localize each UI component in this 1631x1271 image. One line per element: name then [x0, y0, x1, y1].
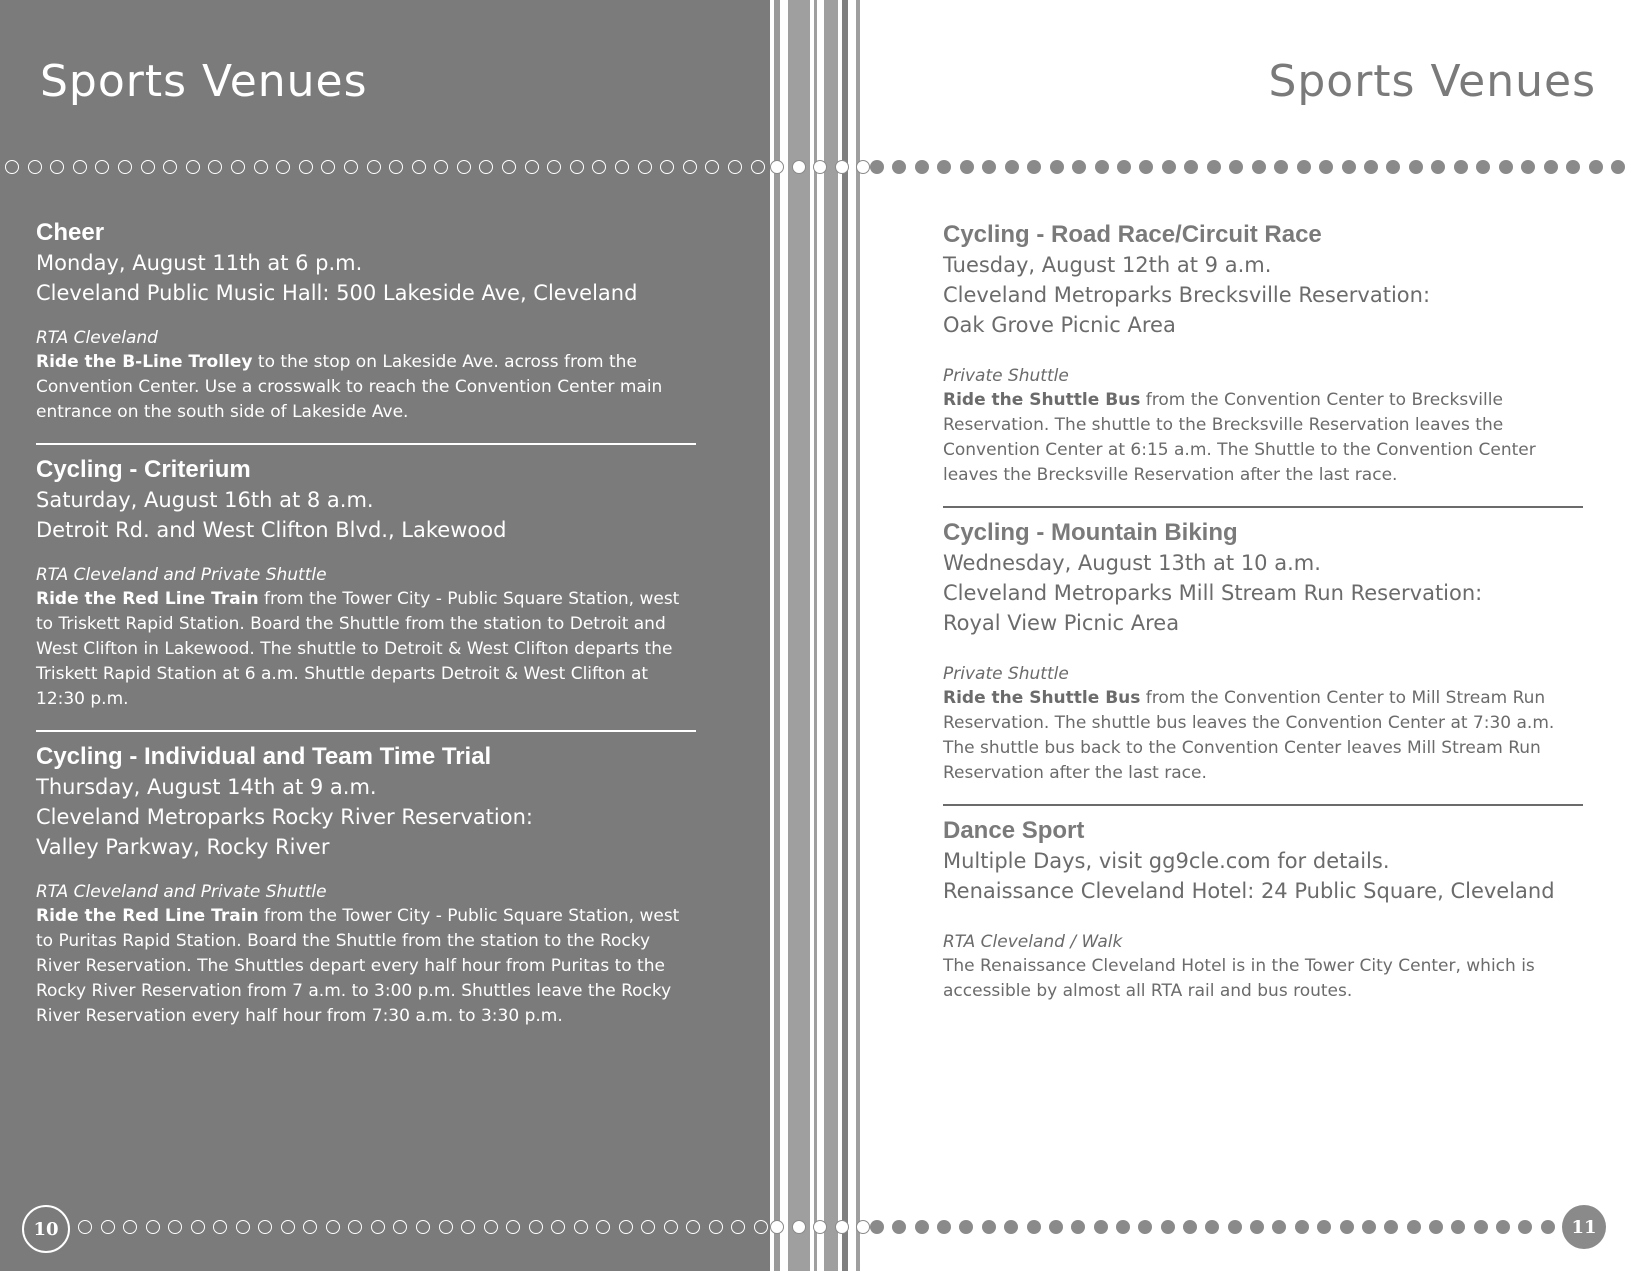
divider-dot	[1429, 1220, 1443, 1234]
divider-dot	[461, 1220, 475, 1234]
transit-highlight: Ride the Shuttle Bus	[943, 390, 1141, 410]
divider-dot	[1139, 160, 1153, 174]
divider-dot	[959, 1220, 973, 1234]
divider-dot	[502, 160, 516, 174]
divider-dot	[835, 160, 849, 174]
divider-dot	[348, 1220, 362, 1234]
venue-cycling-criterium	[36, 455, 696, 732]
page-number: 10	[22, 1205, 70, 1253]
divider-dot	[937, 160, 951, 174]
divider-dot	[1319, 160, 1333, 174]
divider-dot	[728, 160, 742, 174]
divider-dot	[892, 1220, 906, 1234]
divider-dot	[660, 160, 674, 174]
venue-date: Tuesday, August 12th at 9 a.m.	[943, 253, 1272, 277]
top-dot-divider	[870, 160, 1625, 174]
divider-dot	[367, 160, 381, 174]
divider-dot	[1027, 160, 1041, 174]
transit-description	[943, 686, 1583, 786]
venue-location: Renaissance Cleveland Hotel: 24 Public Square, Cleveland	[943, 879, 1555, 903]
venue-date: Monday, August 11th at 6 p.m.	[36, 251, 363, 275]
divider-dot	[813, 160, 827, 174]
gutter-dot-divider	[770, 1220, 870, 1234]
transit-mode: RTA Cleveland	[36, 328, 158, 348]
divider-dot	[574, 1220, 588, 1234]
venue-list	[36, 218, 696, 1057]
divider-dot	[1072, 160, 1086, 174]
divider-dot	[1205, 1220, 1219, 1234]
divider-dot	[186, 160, 200, 174]
divider-dot	[371, 1220, 385, 1234]
venue-location: Cleveland Public Music Hall: 500 Lakeside Ave, Cleveland	[36, 281, 638, 305]
divider-dot	[258, 1220, 272, 1234]
gutter-stripe	[842, 0, 848, 1271]
transit-text: from the Tower City - Public Square Station, west to Triskett Rapid Station. Board the Shuttle from the station to Detroit and West Clifton in Lakewood. The shuttle to Detroit & West Clifton departs the Triskett Rapid Station at 6 a.m. Shuttle departs Detroit & West Clifton at 12:30 p.m.	[36, 589, 680, 709]
divider-dot	[1407, 1220, 1421, 1234]
divider-dot	[1541, 1220, 1555, 1234]
divider-dot	[231, 160, 245, 174]
transit-highlight: Ride the B-Line Trolley	[36, 352, 253, 372]
venue-date: Thursday, August 14th at 9 a.m.	[36, 775, 377, 799]
divider-dot	[439, 1220, 453, 1234]
divider-dot	[731, 1220, 745, 1234]
divider-dot	[281, 1220, 295, 1234]
divider-dot	[619, 1220, 633, 1234]
divider-dot	[1184, 160, 1198, 174]
divider-dot	[276, 160, 290, 174]
divider-dot	[412, 160, 426, 174]
transit-mode: RTA Cleveland and Private Shuttle	[36, 882, 327, 902]
divider-dot	[982, 1220, 996, 1234]
divider-dot	[792, 160, 806, 174]
divider-dot	[50, 160, 64, 174]
divider-dot	[321, 160, 335, 174]
venue-date: Wednesday, August 13th at 10 a.m.	[943, 551, 1321, 575]
divider-dot	[754, 1220, 768, 1234]
divider-dot	[664, 1220, 678, 1234]
venue-list	[943, 220, 1583, 1032]
left-page	[0, 0, 770, 1271]
venue-title: Cheer	[36, 219, 105, 246]
divider-dot	[5, 160, 19, 174]
divider-dot	[1183, 1220, 1197, 1234]
transit-text: from the Tower City - Public Square Station, west to Puritas Rapid Station. Board the Shuttle from the station to the Rocky River Reservation. The Shuttles depart every half hour from Puritas to the Rocky River Reservation from 7 a.m. to 3:00 p.m. Shuttles leave the Rocky River Reservation every half hour from 7:30 a.m. to 3:30 p.m.	[36, 906, 680, 1026]
gutter-stripe	[814, 0, 817, 1271]
divider-dot	[1297, 160, 1311, 174]
divider-dot	[960, 160, 974, 174]
venue-title: Cycling - Criterium	[36, 456, 251, 483]
transit-mode: RTA Cleveland / Walk	[943, 932, 1123, 952]
divider-dot	[792, 1220, 806, 1234]
gutter-stripe	[824, 0, 838, 1271]
page-title: Sports Venues	[1268, 56, 1596, 107]
divider-dot	[484, 1220, 498, 1234]
divider-dot	[1451, 1220, 1465, 1234]
divider-dot	[686, 1220, 700, 1234]
divider-dot	[146, 1220, 160, 1234]
gutter-stripe	[788, 0, 810, 1271]
divider-dot	[1409, 160, 1423, 174]
divider-dot	[326, 1220, 340, 1234]
divider-dot	[1095, 160, 1109, 174]
divider-dot	[641, 1220, 655, 1234]
divider-dot	[141, 160, 155, 174]
divider-dot	[1162, 160, 1176, 174]
divider-dot	[1386, 160, 1400, 174]
divider-dot	[1274, 160, 1288, 174]
transit-description	[943, 954, 1583, 1004]
venue-title: Cycling - Individual and Team Time Trial	[36, 743, 492, 770]
page-title: Sports Venues	[40, 56, 368, 107]
transit-description	[943, 388, 1583, 488]
divider-dot	[101, 1220, 115, 1234]
divider-dot	[1364, 160, 1378, 174]
divider-dot	[1161, 1220, 1175, 1234]
divider-dot	[236, 1220, 250, 1234]
venue-dance-sport	[943, 816, 1583, 1022]
divider-dot	[1005, 160, 1019, 174]
venue-date: Saturday, August 16th at 8 a.m.	[36, 488, 374, 512]
divider-dot	[191, 1220, 205, 1234]
divider-dot	[1229, 160, 1243, 174]
divider-dot	[73, 160, 87, 174]
divider-dot	[1272, 1220, 1286, 1234]
divider-dot	[1317, 1220, 1331, 1234]
divider-dot	[596, 1220, 610, 1234]
transit-mode: Private Shuttle	[943, 664, 1069, 684]
venue-title: Dance Sport	[943, 817, 1085, 844]
divider-dot	[1431, 160, 1445, 174]
divider-dot	[547, 160, 561, 174]
venue-cycling-time-trial	[36, 742, 696, 1047]
divider-dot	[1116, 1220, 1130, 1234]
divider-dot	[1496, 1220, 1510, 1234]
divider-dot	[892, 160, 906, 174]
venue-cycling-road-race	[943, 220, 1583, 508]
page-number: 11	[1562, 1205, 1606, 1249]
transit-mode: Private Shuttle	[943, 366, 1069, 386]
gutter-stripe	[774, 0, 780, 1271]
divider-dot	[1544, 160, 1558, 174]
divider-dot	[1566, 160, 1580, 174]
divider-dot	[457, 160, 471, 174]
divider-dot	[751, 160, 765, 174]
divider-dot	[208, 160, 222, 174]
venue-date: Multiple Days, visit gg9cle.com for details.	[943, 849, 1390, 873]
divider-dot	[393, 1220, 407, 1234]
divider-dot	[1295, 1220, 1309, 1234]
divider-dot	[434, 160, 448, 174]
divider-dot	[856, 160, 870, 174]
divider-dot	[1521, 160, 1535, 174]
venue-location: Cleveland Metroparks Rocky River Reservation: Valley Parkway, Rocky River	[36, 805, 533, 859]
divider-dot	[1117, 160, 1131, 174]
top-dot-divider	[5, 160, 765, 174]
divider-dot	[1362, 1220, 1376, 1234]
divider-dot	[254, 160, 268, 174]
venue-location: Cleveland Metroparks Mill Stream Run Reservation: Royal View Picnic Area	[943, 581, 1483, 635]
divider-dot	[1004, 1220, 1018, 1234]
divider-dot	[525, 160, 539, 174]
gutter-stripe	[856, 0, 860, 1271]
divider-dot	[416, 1220, 430, 1234]
transit-text: from the Convention Center to Brecksville Reservation. The shuttle to the Brecksville Reservation leaves the Convention Center at 6:15 a.m. The Shuttle to the Convention Center leaves the Brecksville Reservation after the last race.	[943, 390, 1536, 485]
divider-dot	[344, 160, 358, 174]
transit-description	[36, 904, 696, 1029]
divider-dot	[1474, 1220, 1488, 1234]
divider-dot	[870, 160, 884, 174]
divider-dot	[982, 160, 996, 174]
transit-text: to the stop on Lakeside Ave. across from the Convention Center. Use a crosswalk to reach the Convention Center main entrance on the south side of Lakeside Ave.	[36, 352, 663, 422]
divider-dot	[163, 160, 177, 174]
venue-location: Cleveland Metroparks Brecksville Reservation: Oak Grove Picnic Area	[943, 283, 1431, 337]
divider-dot	[1499, 160, 1513, 174]
divider-dot	[1476, 160, 1490, 174]
transit-text: from the Convention Center to Mill Stream Run Reservation. The shuttle bus leaves the Convention Center at 7:30 a.m. The shuttle bus back to the Convention Center leaves Mill Stream Run Reservation after the last race.	[943, 688, 1555, 783]
divider-dot	[683, 160, 697, 174]
transit-highlight: Ride the Red Line Train	[36, 589, 259, 609]
divider-dot	[123, 1220, 137, 1234]
divider-dot	[389, 160, 403, 174]
divider-dot	[1518, 1220, 1532, 1234]
divider-dot	[506, 1220, 520, 1234]
divider-dot	[770, 160, 784, 174]
divider-dot	[770, 1220, 784, 1234]
transit-mode: RTA Cleveland and Private Shuttle	[36, 565, 327, 585]
transit-description	[36, 350, 696, 425]
divider-dot	[1340, 1220, 1354, 1234]
divider-dot	[28, 160, 42, 174]
divider-dot	[937, 1220, 951, 1234]
divider-dot	[870, 1220, 884, 1234]
divider-dot	[1049, 1220, 1063, 1234]
divider-dot	[915, 1220, 929, 1234]
venue-cheer	[36, 218, 696, 445]
divider-dot	[1050, 160, 1064, 174]
divider-dot	[95, 160, 109, 174]
divider-dot	[551, 1220, 565, 1234]
divider-dot	[78, 1220, 92, 1234]
center-gutter	[770, 0, 870, 1271]
venue-title: Cycling - Mountain Biking	[943, 519, 1238, 546]
divider-dot	[1454, 160, 1468, 174]
transit-highlight: Ride the Shuttle Bus	[943, 688, 1141, 708]
divider-dot	[915, 160, 929, 174]
transit-text: The Renaissance Cleveland Hotel is in the Tower City Center, which is accessible by almost all RTA rail and bus routes.	[943, 956, 1535, 1001]
divider-dot	[592, 160, 606, 174]
venue-cycling-mountain-biking	[943, 518, 1583, 806]
divider-dot	[1071, 1220, 1085, 1234]
divider-dot	[615, 160, 629, 174]
divider-dot	[1342, 160, 1356, 174]
divider-dot	[1250, 1220, 1264, 1234]
divider-dot	[529, 1220, 543, 1234]
divider-dot	[1207, 160, 1221, 174]
divider-dot	[1138, 1220, 1152, 1234]
divider-dot	[299, 160, 313, 174]
bottom-dot-divider	[870, 1220, 1555, 1234]
divider-dot	[479, 160, 493, 174]
divider-dot	[570, 160, 584, 174]
right-page	[870, 0, 1631, 1271]
divider-dot	[213, 1220, 227, 1234]
divider-dot	[303, 1220, 317, 1234]
bottom-dot-divider	[78, 1220, 768, 1234]
divider-dot	[1252, 160, 1266, 174]
divider-dot	[1094, 1220, 1108, 1234]
gutter-dot-divider	[770, 160, 870, 174]
venue-location: Detroit Rd. and West Clifton Blvd., Lakewood	[36, 518, 507, 542]
divider-dot	[1228, 1220, 1242, 1234]
venue-title: Cycling - Road Race/Circuit Race	[943, 221, 1322, 248]
transit-description	[36, 587, 696, 712]
divider-dot	[1027, 1220, 1041, 1234]
divider-dot	[1384, 1220, 1398, 1234]
divider-dot	[813, 1220, 827, 1234]
divider-dot	[1589, 160, 1603, 174]
transit-highlight: Ride the Red Line Train	[36, 906, 259, 926]
divider-dot	[705, 160, 719, 174]
divider-dot	[1611, 160, 1625, 174]
divider-dot	[638, 160, 652, 174]
divider-dot	[168, 1220, 182, 1234]
divider-dot	[835, 1220, 849, 1234]
divider-dot	[856, 1220, 870, 1234]
divider-dot	[118, 160, 132, 174]
divider-dot	[709, 1220, 723, 1234]
